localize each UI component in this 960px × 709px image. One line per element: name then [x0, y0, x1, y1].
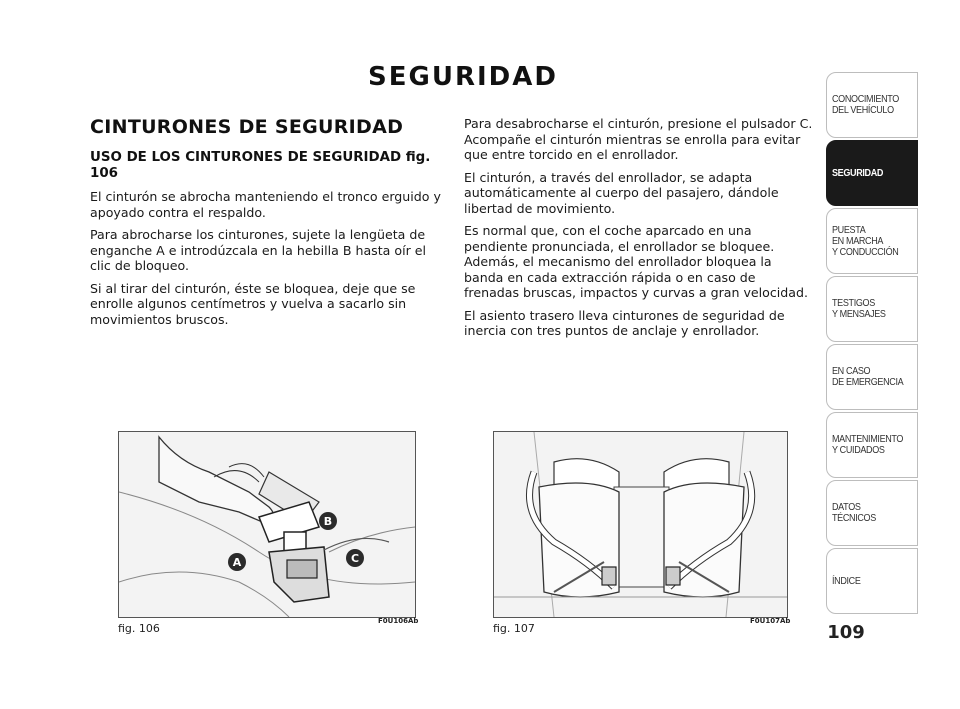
- tab-label: EN CASO DE EMERGENCIA: [832, 365, 904, 388]
- paragraph: Para desabrocharse el cinturón, presione el pulsador C. Acompañe el cinturón mientras se enrolla para evitar que entre torcido en el enrollador.: [464, 116, 813, 162]
- chapter-tabs: [826, 72, 918, 616]
- section-title: CINTURONES DE SEGURIDAD: [90, 116, 404, 138]
- paragraph: Si al tirar del cinturón, éste se bloquea, deje que se enrolle algunos centímetros y vuelva a sacarlo sin movimientos bruscos.: [90, 280, 416, 327]
- tab-indice[interactable]: [826, 548, 918, 614]
- tab-datos-tecnicos[interactable]: [826, 480, 918, 546]
- page-title: SEGURIDAD: [368, 62, 558, 92]
- tab-label: TESTIGOS Y MENSAJES: [832, 297, 886, 320]
- tab-label: DATOS TÉCNICOS: [832, 501, 876, 524]
- subheading: USO DE LOS CINTURONES DE SEGURIDAD fig. 106: [90, 150, 431, 181]
- tab-conocimiento-del-vehiculo[interactable]: [826, 72, 918, 138]
- tab-label: MANTENIMIENTO Y CUIDADOS: [832, 433, 904, 456]
- label-a: A: [232, 556, 242, 569]
- paragraph: Para abrocharse los cinturones, sujete la lengüeta de enganche A e introdúzcala en la hebilla B hasta oír el clic de bloqueo.: [90, 227, 427, 273]
- paragraph: El cinturón se abrocha manteniendo el tronco erguido y apoyado contra el respaldo.: [90, 189, 441, 220]
- tab-seguridad[interactable]: [826, 140, 918, 206]
- label-c: C: [350, 552, 360, 565]
- figure-107-caption: fig. 107: [493, 622, 535, 635]
- tab-label: ÍNDICE: [832, 574, 861, 587]
- tab-puesta-en-marcha[interactable]: [826, 208, 918, 274]
- tab-label: SEGURIDAD: [832, 166, 884, 179]
- left-column: [90, 150, 445, 334]
- tab-label: PUESTA EN MARCHA Y CONDUCCIÓN: [832, 223, 899, 258]
- figure-107-code: F0U107Ab: [750, 617, 791, 625]
- tab-testigos-y-mensajes[interactable]: [826, 276, 918, 342]
- figure-106-caption: fig. 106: [118, 622, 160, 635]
- paragraph: El asiento trasero lleva cinturones de seguridad de inercia con tres puntos de anclaje y enrollador.: [464, 307, 785, 338]
- figure-106-code: F0U106Ab: [378, 617, 419, 625]
- buckle-illustration: [119, 432, 415, 617]
- tab-label: CONOCIMIENTO DEL VEHÍCULO: [832, 93, 899, 116]
- tab-en-caso-de-emergencia[interactable]: [826, 344, 918, 410]
- right-column: [464, 116, 814, 346]
- figure-106-buckle-illustration: [118, 431, 416, 618]
- page-number: 109: [827, 622, 865, 643]
- paragraph: Es normal que, con el coche aparcado en una pendiente pronunciada, el enrollador se bloquee. Además, el mecanismo del enrollador bloquea la banda en cada extracción rápida o en caso de frenadas bruscas, impactos y curvas a gran velocidad.: [464, 223, 808, 300]
- figure-107-rear-seats-illustration: [493, 431, 788, 618]
- rear-seats-illustration: [494, 432, 787, 617]
- label-b: B: [323, 515, 333, 528]
- paragraph: El cinturón, a través del enrollador, se adapta automáticamente al cuerpo del pasajero, dándole libertad de movimiento.: [464, 169, 779, 216]
- tab-mantenimiento-y-cuidados[interactable]: [826, 412, 918, 478]
